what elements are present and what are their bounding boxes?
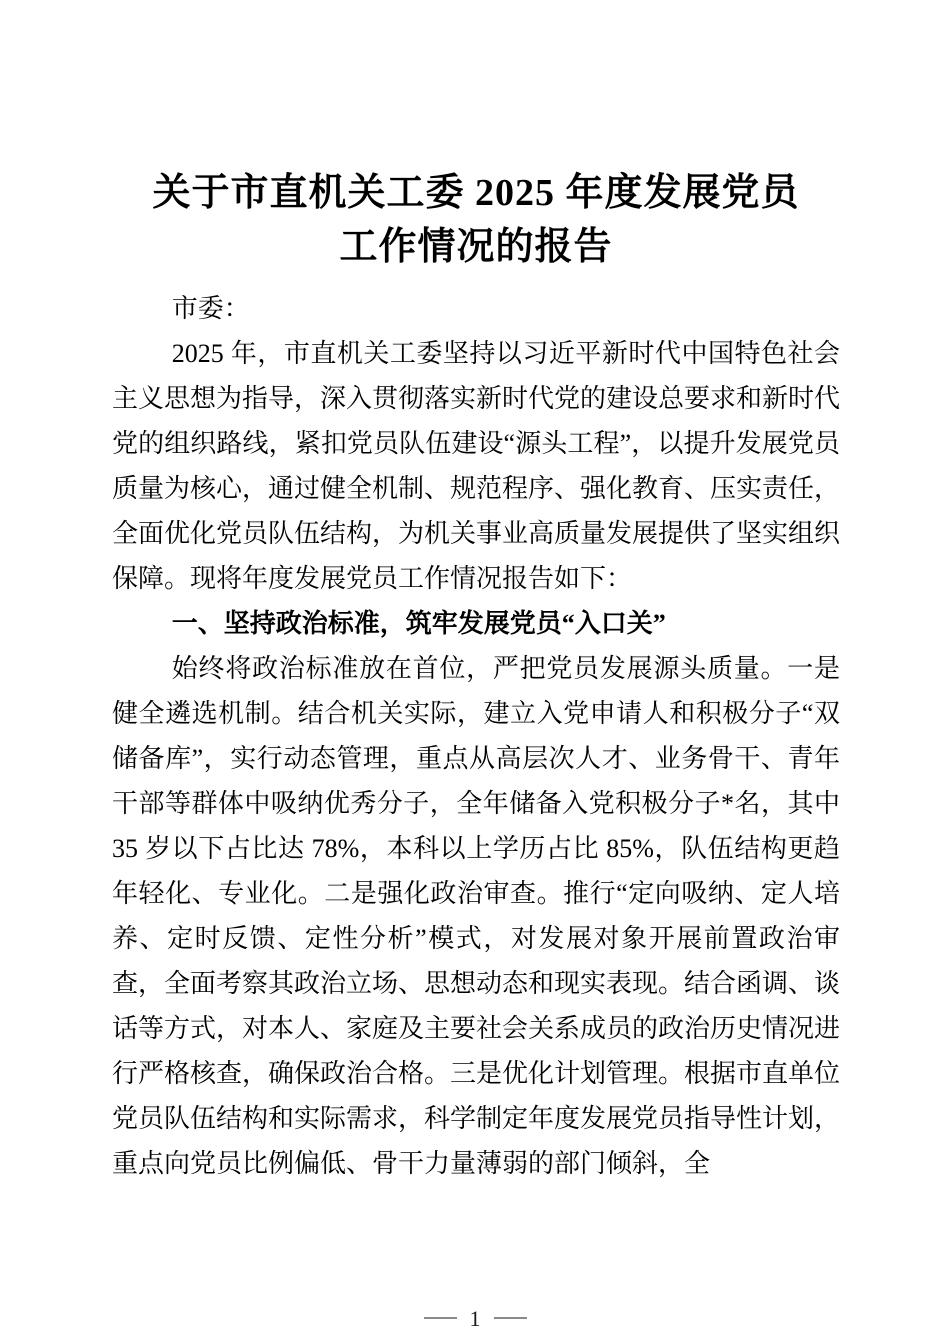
section-heading-1: 一、坚持政治标准，筑牢发展党员“入口关” [171, 609, 666, 638]
salutation-line: 市委： [171, 294, 250, 323]
document-title-line-1: 关于市直机关工委 2025 年度发展党员 [152, 172, 800, 214]
document-title-line-2: 工作情况的报告 [339, 226, 613, 268]
document-body [112, 286, 840, 1186]
page-number-dash-left [424, 1317, 457, 1319]
document-title [112, 166, 840, 274]
paragraph-section-1: 始终将政治标准放在首位，严把党员发展源头质量。一是健全遴选机制。结合机关实际，建立入党申请人和积极分子“双储备库”，实行动态管理，重点从高层次人才、业务骨干、青年干部等群体中吸纳优秀分子，全年储备入党积极分子*名，其中 35 岁以下占比达 78%，本科以上学历占比 85%，队伍结构更趋年轻化、专业化。二是强化政治审查。推行“定向吸纳、定人培养、定时反馈、定性分析”模式，对发展对象开展前置政治审查，全面考察其政治立场、思想动态和现实表现。结合函调、谈话等方式，对本人、家庭及主要社会关系成员的政治历史情况进行严格核查，确保政治合格。三是优化计划管理。根据市直单位党员队伍结构和实际需求，科学制定年度发展党员指导性计划，重点向党员比例偏低、骨干力量薄弱的部门倾斜，全 [112, 654, 841, 1178]
page-number-dash-right [494, 1317, 527, 1319]
page-footer [0, 1306, 950, 1332]
paragraph-intro: 2025 年，市直机关工委坚持以习近平新时代中国特色社会主义思想为指导，深入贯彻落实新时代党的建设总要求和新时代党的组织路线，紧扣党员队伍建设“源头工程”，以提升发展党员质量为核心，通过健全机制、规范程序、强化教育、压实责任，全面优化党员队伍结构，为机关事业高质量发展提供了坚实组织保障。现将年度发展党员工作情况报告如下： [112, 339, 841, 593]
page-number: 1 [469, 1306, 481, 1331]
